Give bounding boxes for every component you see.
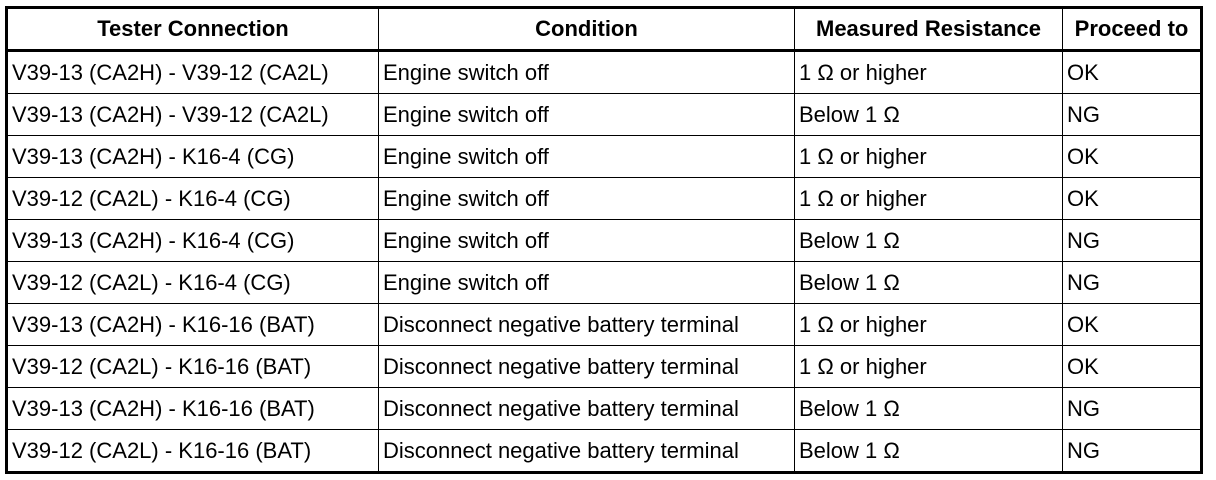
tester-connection-cell: V39-12 (CA2L) - K16-16 (BAT)	[7, 346, 379, 388]
measured-resistance-cell: 1 Ω or higher	[795, 178, 1063, 220]
resistance-spec-table	[5, 6, 1203, 474]
proceed-to-cell: OK	[1063, 51, 1202, 94]
header-tester-connection: Tester Connection	[7, 8, 379, 51]
condition-cell: Disconnect negative battery terminal	[379, 304, 795, 346]
tester-connection-cell: V39-13 (CA2H) - V39-12 (CA2L)	[7, 94, 379, 136]
proceed-to-cell: NG	[1063, 430, 1202, 473]
table-row	[7, 388, 1202, 430]
condition-cell: Disconnect negative battery terminal	[379, 388, 795, 430]
tester-connection-cell: V39-12 (CA2L) - K16-4 (CG)	[7, 262, 379, 304]
condition-cell: Engine switch off	[379, 51, 795, 94]
proceed-to-cell: NG	[1063, 94, 1202, 136]
measured-resistance-cell: 1 Ω or higher	[795, 136, 1063, 178]
proceed-to-cell: OK	[1063, 346, 1202, 388]
condition-cell: Engine switch off	[379, 136, 795, 178]
proceed-to-cell: OK	[1063, 136, 1202, 178]
table-row	[7, 178, 1202, 220]
condition-cell: Engine switch off	[379, 220, 795, 262]
proceed-to-cell: NG	[1063, 220, 1202, 262]
tester-connection-cell: V39-12 (CA2L) - K16-4 (CG)	[7, 178, 379, 220]
measured-resistance-cell: Below 1 Ω	[795, 220, 1063, 262]
tester-connection-cell: V39-13 (CA2H) - K16-16 (BAT)	[7, 304, 379, 346]
tester-connection-cell: V39-13 (CA2H) - K16-4 (CG)	[7, 220, 379, 262]
measured-resistance-cell: Below 1 Ω	[795, 430, 1063, 473]
condition-cell: Engine switch off	[379, 94, 795, 136]
table-row	[7, 262, 1202, 304]
header-condition: Condition	[379, 8, 795, 51]
proceed-to-cell: OK	[1063, 304, 1202, 346]
tester-connection-cell: V39-12 (CA2L) - K16-16 (BAT)	[7, 430, 379, 473]
proceed-to-cell: NG	[1063, 262, 1202, 304]
measured-resistance-cell: Below 1 Ω	[795, 94, 1063, 136]
header-measured-resistance: Measured Resistance	[795, 8, 1063, 51]
proceed-to-cell: OK	[1063, 178, 1202, 220]
header-row	[7, 8, 1202, 51]
condition-cell: Disconnect negative battery terminal	[379, 346, 795, 388]
tester-connection-cell: V39-13 (CA2H) - K16-16 (BAT)	[7, 388, 379, 430]
header-proceed-to: Proceed to	[1063, 8, 1202, 51]
measured-resistance-cell: 1 Ω or higher	[795, 304, 1063, 346]
measured-resistance-cell: Below 1 Ω	[795, 262, 1063, 304]
table-header	[7, 8, 1202, 51]
proceed-to-cell: NG	[1063, 388, 1202, 430]
table-row	[7, 51, 1202, 94]
measured-resistance-cell: 1 Ω or higher	[795, 346, 1063, 388]
table-row	[7, 304, 1202, 346]
table-row	[7, 430, 1202, 473]
condition-cell: Engine switch off	[379, 178, 795, 220]
condition-cell: Disconnect negative battery terminal	[379, 430, 795, 473]
measured-resistance-cell: 1 Ω or higher	[795, 51, 1063, 94]
table-row	[7, 220, 1202, 262]
table-row	[7, 346, 1202, 388]
condition-cell: Engine switch off	[379, 262, 795, 304]
tester-connection-cell: V39-13 (CA2H) - K16-4 (CG)	[7, 136, 379, 178]
table-row	[7, 94, 1202, 136]
measured-resistance-cell: Below 1 Ω	[795, 388, 1063, 430]
tester-connection-cell: V39-13 (CA2H) - V39-12 (CA2L)	[7, 51, 379, 94]
table-body	[7, 51, 1202, 473]
table-row	[7, 136, 1202, 178]
